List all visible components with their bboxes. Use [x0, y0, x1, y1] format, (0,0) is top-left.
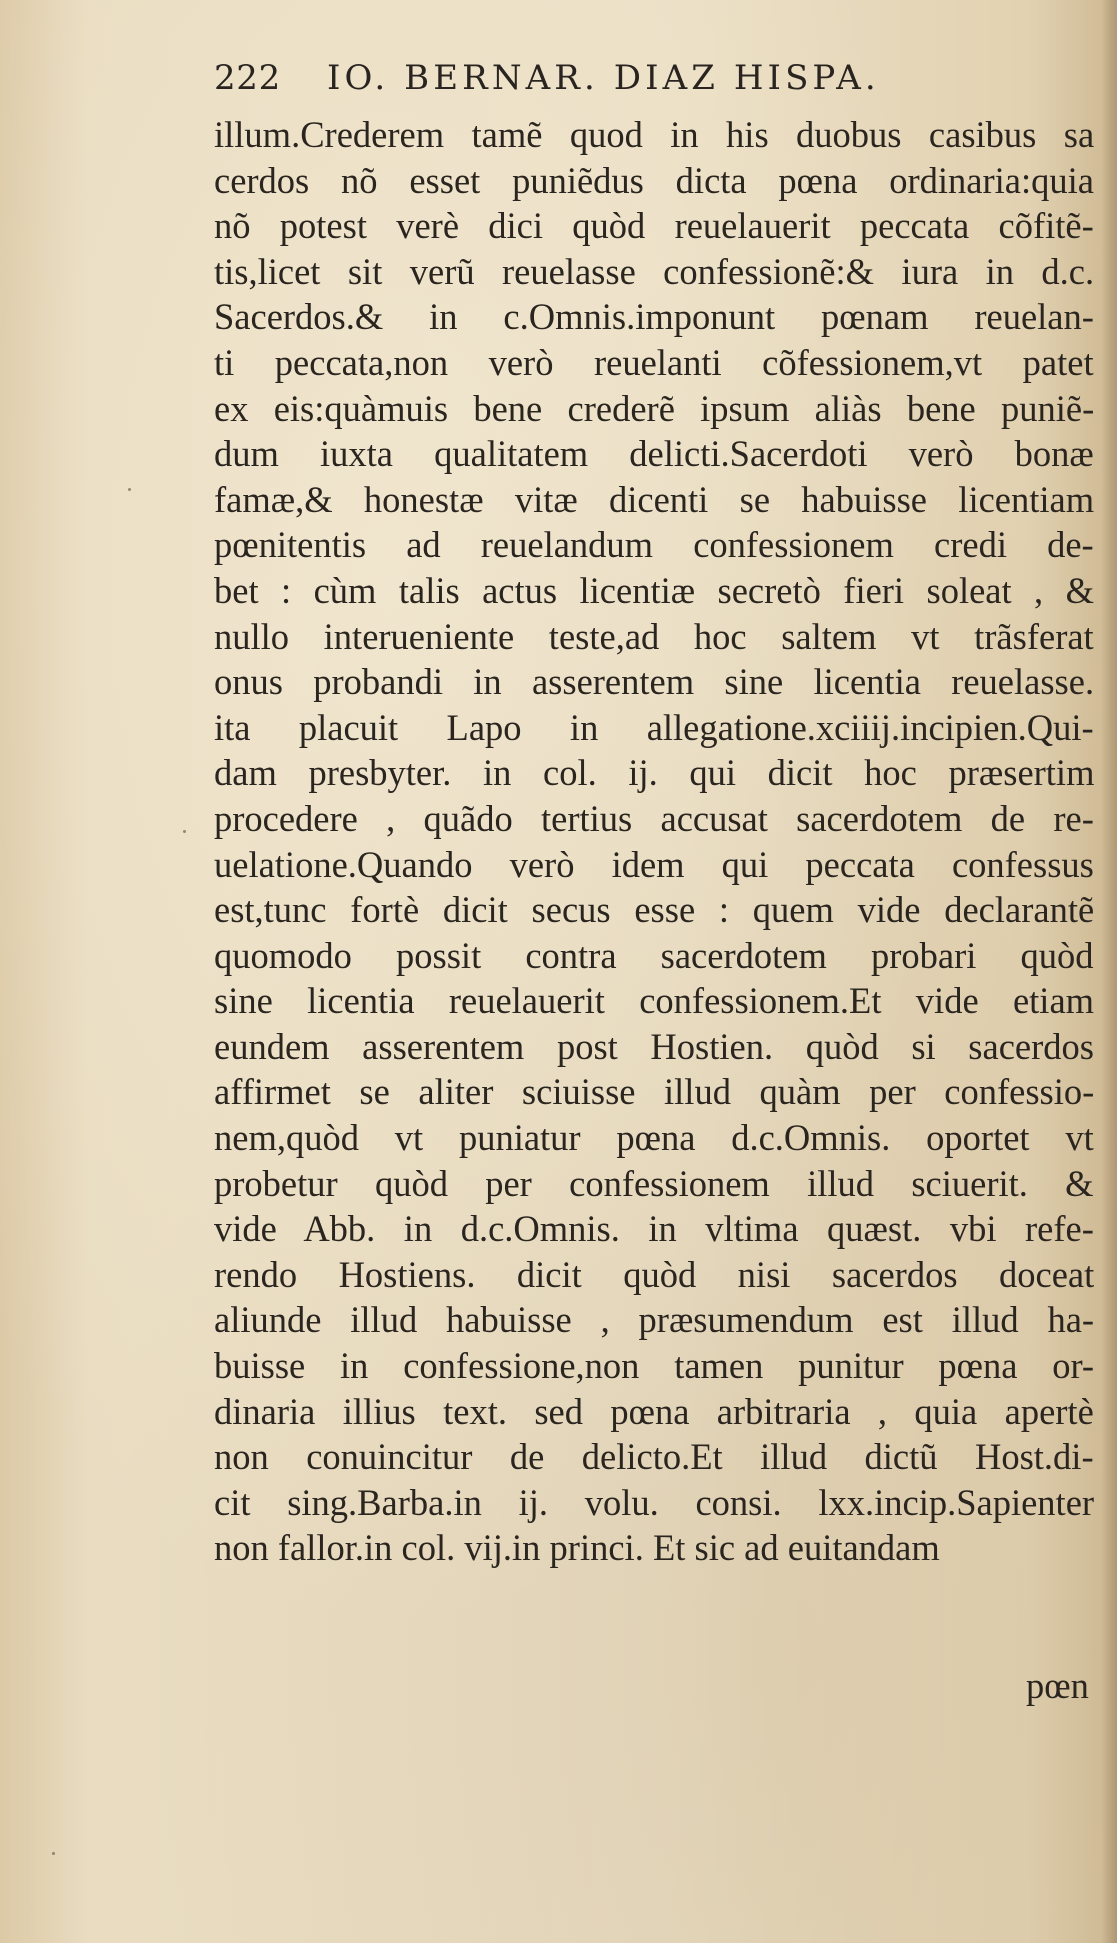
text-line: est,tunc fortè dicit secus esse : quem vide declarantẽ — [214, 889, 1094, 931]
text-line: uelatione.Quando verò idem qui peccata confessus — [214, 843, 1094, 885]
text-line: non conuincitur de delicto.Et illud dictũ Host.di- — [214, 1436, 1094, 1478]
text-line: pœnitentis ad reuelandum confessionem credi de- — [214, 524, 1094, 566]
text-line: eundem asserentem post Hostien. quòd si sacerdos — [214, 1025, 1094, 1067]
text-line: dinaria illius text. sed pœna arbitraria , quia apertè — [214, 1390, 1094, 1432]
text-line: onus probandi in asserentem sine licentia reuelasse. — [214, 661, 1094, 703]
text-line: bet : cùm talis actus licentiæ secretò fieri soleat , & — [214, 569, 1094, 611]
running-header — [214, 58, 1014, 108]
text-line: ita placuit Lapo in allegatione.xciiij.incipien.Qui- — [214, 706, 1094, 748]
paper-speck — [52, 1852, 55, 1855]
text-line: quomodo possit contra sacerdotem probari quòd — [214, 934, 1094, 976]
text-line: aliunde illud habuisse , præsumendum est illud ha- — [214, 1299, 1094, 1341]
text-line: famæ,& honestæ vitæ dicenti se habuisse licentiam — [214, 478, 1094, 520]
text-line: procedere , quãdo tertius accusat sacerdotem de re- — [214, 797, 1094, 839]
page-number: 222 — [214, 58, 281, 98]
text-line: dam presbyter. in col. ij. qui dicit hoc præsertim — [214, 752, 1094, 794]
text-line: buisse in confessione,non tamen punitur pœna or- — [214, 1345, 1094, 1387]
text-line: nem,quòd vt puniatur pœna d.c.Omnis. oportet vt — [214, 1117, 1094, 1159]
text-line: vide Abb. in d.c.Omnis. in vltima quæst. vbi refe- — [214, 1208, 1094, 1250]
text-line: rendo Hostiens. dicit quòd nisi sacerdos doceat — [214, 1253, 1094, 1295]
text-line: cerdos nõ esset puniẽdus dicta pœna ordinaria:quia — [214, 159, 1094, 201]
text-line: non fallor.in col. vij.in princi. Et sic ad euitandam — [214, 1527, 940, 1569]
text-line: tis,licet sit verũ reuelasse confessionẽ:& iura in d.c. — [214, 250, 1094, 292]
text-line: nõ potest verè dici quòd reuelauerit peccata cõfitẽ- — [214, 205, 1094, 247]
page-edge-shadow — [1101, 0, 1117, 1943]
text-line: Sacerdos.& in c.Omnis.imponunt pœnam reuelan- — [214, 296, 1094, 338]
text-line: ti peccata,non verò reuelanti cõfessionem,vt patet — [214, 341, 1094, 383]
catchword: pœn — [1026, 1665, 1089, 1706]
running-title: IO. BERNAR. DIAZ HISPA. — [326, 58, 880, 98]
paper-speck — [183, 830, 186, 833]
text-line: nullo interueniente teste,ad hoc saltem vt trãsferat — [214, 615, 1094, 657]
body-text — [214, 112, 1094, 1571]
text-line: ex eis:quàmuis bene crederẽ ipsum aliàs bene puniẽ- — [214, 387, 1094, 429]
paper-speck — [128, 488, 131, 491]
text-line: probetur quòd per confessionem illud sciuerit. & — [214, 1162, 1094, 1204]
text-line: illum.Crederem tamẽ quod in his duobus casibus sa — [214, 114, 1094, 155]
text-line: sine licentia reuelauerit confessionem.Et vide etiam — [214, 980, 1094, 1022]
text-line: dum iuxta qualitatem delicti.Sacerdoti verò bonæ — [214, 433, 1094, 475]
text-line: affirmet se aliter sciuisse illud quàm per confessio- — [214, 1071, 1094, 1113]
text-line: cit sing.Barba.in ij. volu. consi. lxx.incip.Sapienter — [214, 1481, 1094, 1523]
